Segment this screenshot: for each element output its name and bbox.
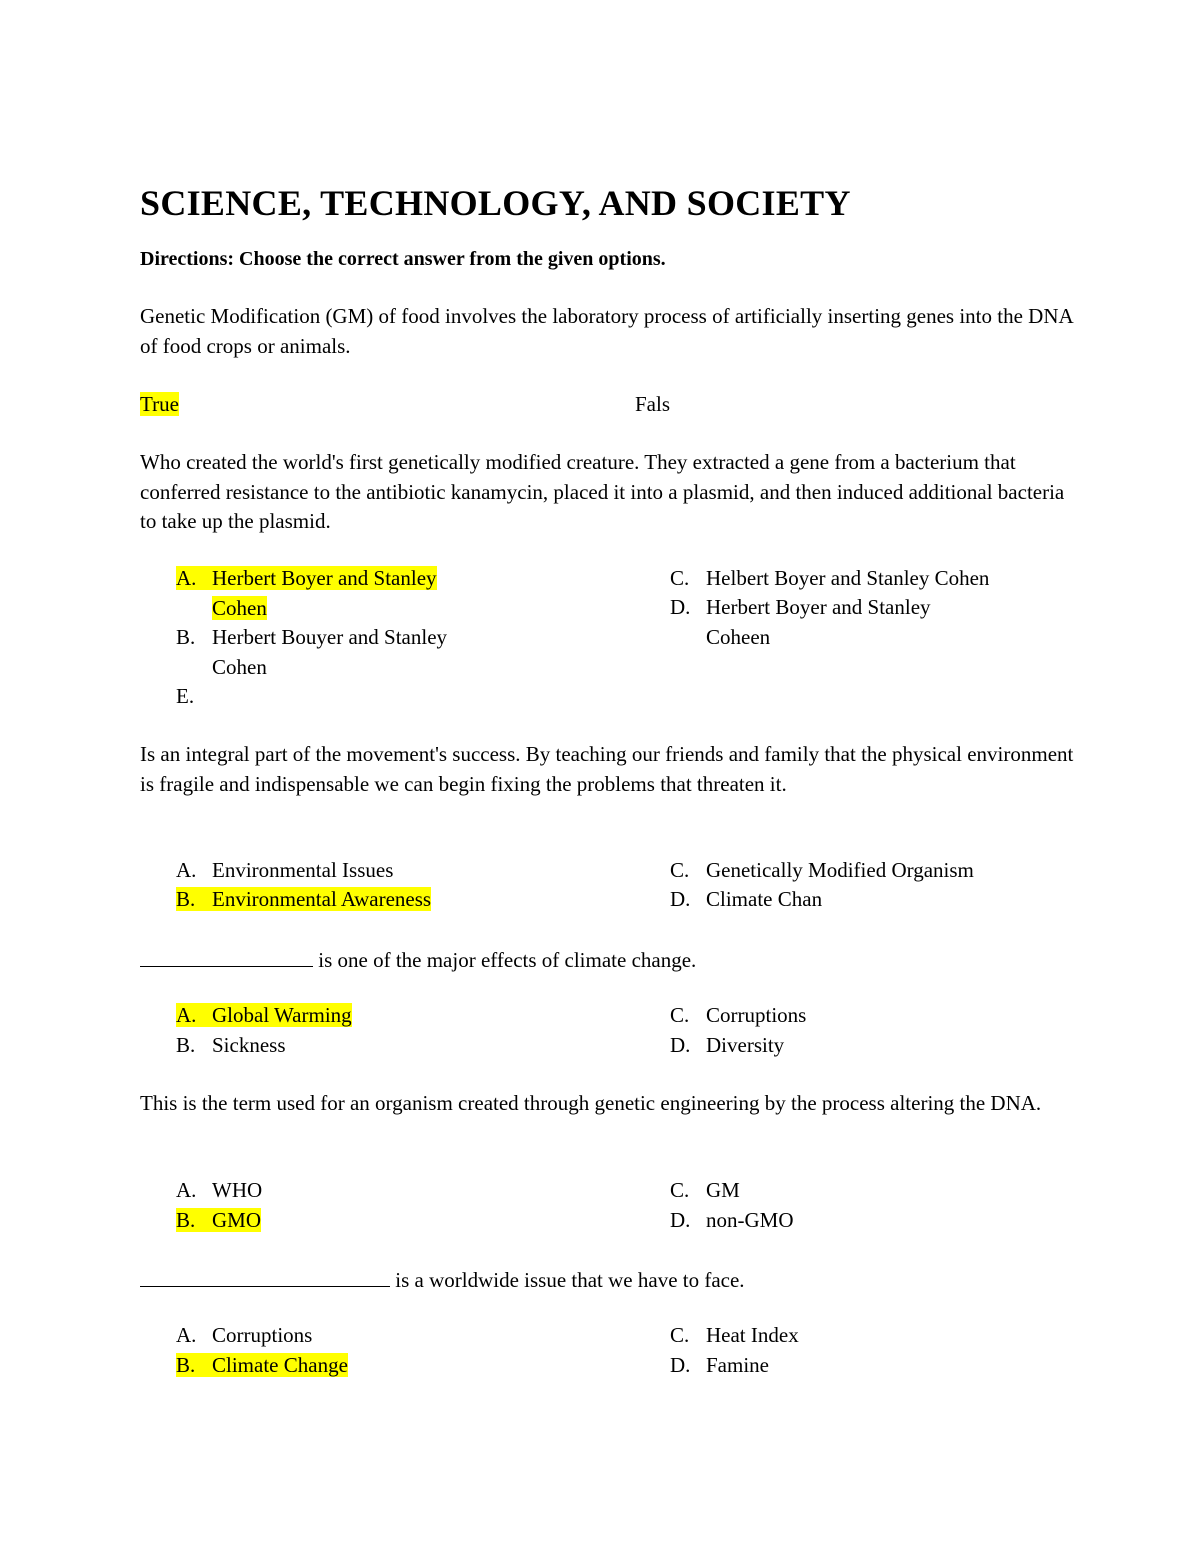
option-text: Corruptions: [706, 1003, 807, 1027]
option-text: non-GMO: [706, 1208, 794, 1232]
option-text: Cohen: [212, 654, 267, 679]
question-6-text: [140, 1264, 745, 1296]
option-text: Genetically Modified Organism: [706, 858, 974, 882]
option-letter: A.: [176, 858, 197, 882]
option-letter: C.: [670, 1178, 690, 1202]
question-3-option-d: [670, 885, 822, 915]
answer-blank: [140, 944, 313, 967]
question-4-text: [140, 944, 696, 976]
option-letter: B.: [176, 1033, 196, 1057]
question-2-option-e: [176, 682, 212, 712]
question-3-option-a: [176, 856, 393, 886]
page-title: SCIENCE, TECHNOLOGY, AND SOCIETY: [140, 183, 851, 223]
option-text: GM: [706, 1178, 740, 1202]
question-1-text: Genetic Modification (GM) of food involves the laboratory process of artificially inserting genes into the DNA of food crops or animals.: [140, 304, 1073, 358]
option-letter: B.: [176, 887, 196, 911]
question-5-option-b: [176, 1206, 261, 1236]
option-text: Famine: [706, 1353, 769, 1377]
option-letter: D.: [670, 1353, 691, 1377]
option-text: Herbert Boyer and Stanley: [706, 595, 931, 619]
option-text: Environmental Issues: [212, 858, 394, 882]
question-3-option-c: [670, 856, 974, 886]
option-text: Heat Index: [706, 1323, 799, 1347]
answer-blank: [140, 1264, 390, 1287]
question-1-false: Fals: [635, 392, 671, 416]
option-letter: A.: [176, 1178, 197, 1202]
option-text: Herbert Boyer and Stanley: [212, 566, 437, 590]
option-text: Environmental Awareness: [212, 887, 432, 911]
question-6-option-c: [670, 1321, 799, 1351]
option-letter: C.: [670, 566, 690, 590]
question-1-true: [140, 390, 179, 420]
question-2-option-d: [670, 593, 1090, 652]
option-letter: C.: [670, 858, 690, 882]
option-letter: B.: [176, 1208, 196, 1232]
question-2-option-a: [176, 564, 536, 623]
question-4-sentence: is one of the major effects of climate change.: [313, 948, 697, 972]
question-4-option-c: [670, 1001, 806, 1031]
question-6-option-d: [670, 1351, 769, 1381]
option-text: Cohen: [212, 595, 267, 620]
option-text: Diversity: [706, 1033, 785, 1057]
option-letter: C.: [670, 1003, 690, 1027]
question-4-option-a: [176, 1001, 352, 1031]
option-text: WHO: [212, 1178, 263, 1202]
option-text: Corruptions: [212, 1323, 313, 1347]
option-text: Climate Change: [212, 1353, 348, 1377]
option-letter: A.: [176, 566, 197, 590]
option-letter: E.: [176, 684, 195, 708]
option-text: Herbert Bouyer and Stanley: [212, 625, 448, 649]
option-text: Global Warming: [212, 1003, 352, 1027]
question-6-option-a: [176, 1321, 312, 1351]
option-text: GMO: [212, 1208, 262, 1232]
question-4-option-b: [176, 1031, 286, 1061]
option-letter: A.: [176, 1323, 197, 1347]
option-text: Climate Chan: [706, 887, 823, 911]
question-5-text: This is the term used for an organism created through genetic engineering by the process altering the DNA.: [140, 1091, 1042, 1115]
option-letter: D.: [670, 1033, 691, 1057]
option-letter: D.: [670, 1208, 691, 1232]
question-2-option-b: [176, 623, 536, 682]
option-letter: D.: [670, 595, 691, 619]
question-6-option-b: [176, 1351, 348, 1381]
question-2-option-c: [670, 564, 1090, 594]
true-option: True: [140, 392, 179, 416]
option-text: Coheen: [706, 624, 771, 649]
question-2-text: Who created the world's first genetically modified creature. They extracted a gene from a bacterium that conferred resistance to the antibiotic kanamycin, placed it into a plasmid, and then induced additional bacteria to take up the plasmid.: [140, 450, 1065, 533]
option-letter: C.: [670, 1323, 690, 1347]
question-3-option-b: [176, 885, 431, 915]
option-letter: B.: [176, 1353, 196, 1377]
question-3-text: Is an integral part of the movement's success. By teaching our friends and family that the physical environment is fragile and indispensable we can begin fixing the problems that threaten it.: [140, 742, 1074, 796]
option-letter: D.: [670, 887, 691, 911]
option-text: Sickness: [212, 1033, 286, 1057]
question-5-option-a: [176, 1176, 262, 1206]
question-5-option-c: [670, 1176, 740, 1206]
question-5-option-d: [670, 1206, 794, 1236]
directions: Directions: Choose the correct answer from the given options.: [140, 248, 666, 270]
option-text: Helbert Boyer and Stanley Cohen: [706, 566, 990, 590]
question-4-option-d: [670, 1031, 784, 1061]
option-letter: A.: [176, 1003, 197, 1027]
option-letter: B.: [176, 625, 196, 649]
question-6-sentence: is a worldwide issue that we have to face.: [390, 1268, 745, 1292]
